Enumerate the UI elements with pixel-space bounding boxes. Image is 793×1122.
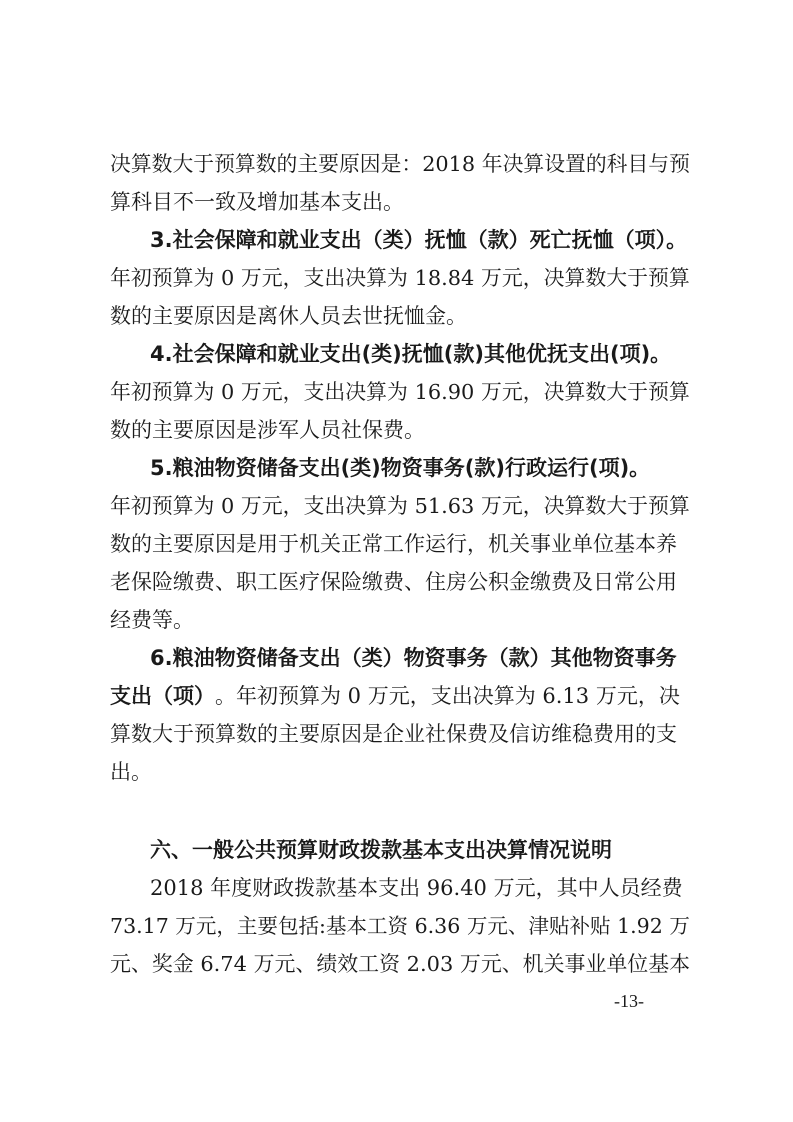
section-heading-line (0, 830, 793, 870)
text-segment: 数的主要原因是涉军人员社保费。 (110, 418, 425, 442)
text-line (0, 562, 793, 602)
section-heading-line (0, 220, 793, 260)
text-segment: 年初预算为 0 万元，支出决算为 51.63 万元，决算数大于预算 (110, 494, 690, 518)
text-segment: 数的主要原因是用于机关正常工作运行，机关事业单位基本养 (110, 532, 677, 556)
text-line (0, 486, 793, 526)
text-line (0, 144, 793, 184)
text-segment-bold: 6.粮油物资储备支出（类）物资事务（款）其他物资事务 (150, 646, 677, 670)
text-segment: 算科目不一致及增加基本支出。 (110, 190, 404, 214)
text-segment: 2018 年度财政拨款基本支出 96.40 万元，其中人员经费 (150, 876, 683, 900)
text-segment: 出。 (110, 760, 152, 784)
text-line (0, 182, 793, 222)
section-heading-line (0, 334, 793, 374)
text-segment: 。年初预算为 0 万元，支出决算为 6.13 万元，决 (215, 684, 680, 708)
text-line (0, 410, 793, 450)
text-segment-bold: 六、一般公共预算财政拨款基本支出决算情况说明 (150, 838, 612, 862)
text-segment-bold: 5.粮油物资储备支出(类)物资事务(款)行政运行(项)。 (150, 456, 651, 480)
text-segment: 年初预算为 0 万元，支出决算为 18.84 万元，决算数大于预算 (110, 266, 690, 290)
text-line (0, 906, 793, 946)
text-line (0, 944, 793, 984)
page-number: -13- (614, 991, 644, 1011)
text-segment: 元、奖金 6.74 万元、绩效工资 2.03 万元、机关事业单位基本 (110, 952, 691, 976)
text-line (0, 676, 793, 716)
text-segment-bold: 4.社会保障和就业支出(类)抚恤(款)其他优抚支出(项)。 (150, 342, 672, 366)
text-line (0, 600, 793, 640)
section-heading-line (0, 448, 793, 488)
text-line (0, 752, 793, 792)
text-segment: 73.17 万元，主要包括:基本工资 6.36 万元、津贴补贴 1.92 万 (110, 914, 690, 938)
text-line (0, 372, 793, 412)
section-heading-line (0, 638, 793, 678)
text-segment: 老保险缴费、职工医疗保险缴费、住房公积金缴费及日常公用 (110, 570, 677, 594)
text-line (0, 868, 793, 908)
text-line (0, 714, 793, 754)
text-line (0, 296, 793, 336)
text-segment: 决算数大于预算数的主要原因是：2018 年决算设置的科目与预 (110, 152, 690, 176)
text-segment-bold: 支出（项） (110, 684, 215, 708)
text-segment-bold: 3.社会保障和就业支出（类）抚恤（款）死亡抚恤（项）。 (150, 228, 688, 252)
text-segment: 经费等。 (110, 608, 194, 632)
text-segment: 数的主要原因是离休人员去世抚恤金。 (110, 304, 467, 328)
text-segment: 年初预算为 0 万元，支出决算为 16.90 万元，决算数大于预算 (110, 380, 690, 404)
text-segment: 算数大于预算数的主要原因是企业社保费及信访维稳费用的支 (110, 722, 677, 746)
text-line (0, 524, 793, 564)
text-line (0, 258, 793, 298)
